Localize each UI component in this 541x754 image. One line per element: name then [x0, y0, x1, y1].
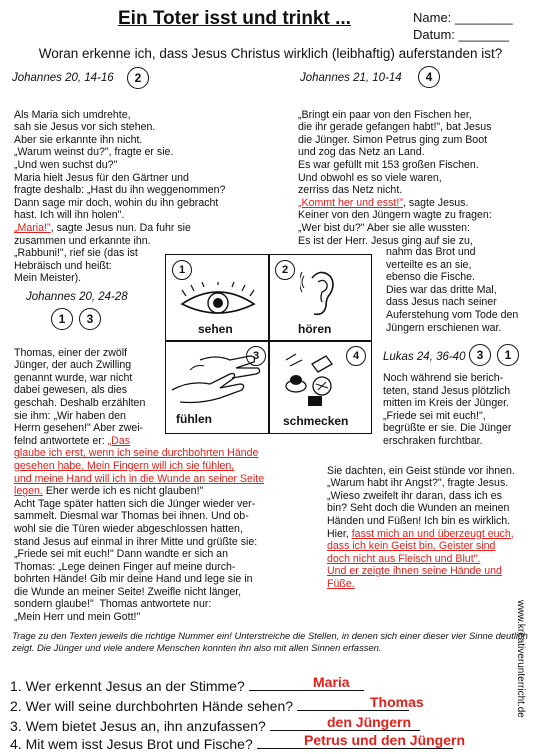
- text-line: begrüßte er sie. Die Jünger: [383, 422, 512, 435]
- question-text: 1. Wer erkennt Jesus an der Stimme?: [10, 678, 245, 694]
- text-line: „Bringt ein paar von den Fischen her,: [298, 108, 472, 121]
- red-underlined: legen.: [14, 485, 43, 498]
- text-line: „Warum weinst du?", fragte er sie.: [14, 146, 174, 159]
- sense-label-sehen: sehen: [198, 322, 233, 336]
- text-line: verteilte es an sie,: [386, 258, 472, 271]
- text-line: zerriss das Netz nicht.: [298, 184, 403, 197]
- text-line: [14, 485, 264, 498]
- text-line: Als Maria sich umdrehte,: [14, 108, 131, 121]
- page-title: Ein Toter isst und trinkt ...: [118, 8, 351, 29]
- text-joh20-24: [14, 334, 264, 636]
- red-underlined: „Maria!": [14, 221, 51, 234]
- text-lines: [14, 347, 264, 435]
- text-line: Und obwohl es so viele waren,: [298, 171, 442, 184]
- reference-joh20-24: Johannes 20, 24-28: [26, 291, 128, 303]
- text-line: [327, 528, 515, 541]
- instructions: Trage zu den Texten jeweils die richtige Nummer ein! Unterstreiche die Stellen, in denen sich einer dieser vier Sinne deutlich zeigt. Die Jünger und viele andere Menschen konnten ihn also mit allen Sinnen erfassen.: [12, 630, 528, 653]
- red-underlined: gesehen habe. Mein Fingern will ich sie fühlen,: [14, 459, 235, 472]
- text-line: die Jünger. Simon Petrus ging zum Boot: [298, 133, 488, 146]
- text-line: dabei gewesen, als dies: [14, 384, 128, 397]
- answer-2: Thomas: [370, 694, 424, 710]
- question-text: 3. Wem bietet Jesus an, ihn anzufassen?: [10, 718, 266, 734]
- red-underlined: fasst mich an und überzeugt euch,: [351, 527, 514, 540]
- sense-number: 2: [275, 260, 295, 280]
- text-line: nahm das Brot und: [386, 246, 476, 258]
- food-icon: [282, 350, 344, 410]
- text-line: Thomas, einer der zwölf: [14, 346, 128, 359]
- number-circle[interactable]: 2: [127, 67, 149, 89]
- text-joh21: [298, 96, 492, 260]
- text-line: Keiner von den Jüngern wagte zu fragen:: [298, 209, 492, 222]
- text-line: Auferstehung vom Tode den: [386, 308, 519, 321]
- sense-number: 4: [346, 346, 366, 366]
- red-underlined: „Kommt her und esst!": [298, 196, 404, 209]
- red-underlined: und meine Hand will ich in die Wunde an seiner Seite: [14, 472, 265, 485]
- text-line: Acht Tage später hatten sich die Jünger wieder ver-: [14, 497, 256, 510]
- text-span: felnd antwortete er:: [14, 434, 108, 447]
- text-line: genannt wurde, war nicht: [14, 371, 133, 384]
- text-line: sondern glaube!" Thomas antwortete nur:: [14, 598, 212, 611]
- text-line: sah sie Jesus vor sich stehen.: [14, 121, 156, 134]
- text-line: Es war gefüllt mit 153 großen Fischen.: [298, 158, 479, 171]
- text-line: wohl sie die Türen wieder abgeschlossen hatten,: [14, 522, 243, 535]
- website-credit: www.kreativerunterricht.de: [515, 600, 526, 718]
- name-field[interactable]: Name: ________: [413, 10, 513, 25]
- text-line: bohrten Hände! Gib mir deine Hand und lege sie in: [14, 573, 253, 586]
- text-line: geschah. Deshalb erzählten: [14, 396, 146, 409]
- text-line: „Und wen suchst du?": [14, 158, 118, 171]
- text-line: hast. Ich will ihn holen".: [14, 209, 125, 222]
- ear-icon: [300, 268, 340, 320]
- text-span: Eher werde ich es nicht glauben!": [42, 485, 204, 498]
- text-span: , sagte Jesus nun. Da fuhr sie: [50, 221, 191, 234]
- text-line: „Mein Herr und mein Gott!": [14, 611, 141, 624]
- text-line: Dies war das dritte Mal,: [386, 283, 497, 296]
- text-line: erschraken furchtbar.: [383, 434, 483, 447]
- question-1: [10, 676, 364, 694]
- text-line: Thomas: „Lege deinen Finger auf meine durch-: [14, 560, 236, 573]
- number-circle[interactable]: 3: [469, 344, 491, 366]
- text-line: teten, stand Jesus plötzlich: [383, 384, 511, 397]
- question-2: [10, 696, 409, 714]
- red-underlined: „Das: [107, 434, 131, 447]
- text-lines: [327, 465, 515, 528]
- text-line: „Warum habt ihr Angst?", fragte Jesus.: [327, 477, 509, 490]
- text-lines: [298, 209, 492, 247]
- text-line: Händen und Füßen! Ich bin es wirklich.: [327, 514, 511, 527]
- sense-number: 1: [172, 260, 192, 280]
- number-circle[interactable]: 1: [51, 308, 73, 330]
- text-span: Hier,: [327, 527, 352, 540]
- reference-joh21: Johannes 21, 10-14: [300, 72, 402, 84]
- sense-label-hoeren: hören: [298, 322, 332, 336]
- number-circle[interactable]: 1: [497, 344, 519, 366]
- text-span: , sagte Jesus.: [403, 196, 469, 209]
- text-line: [14, 222, 225, 235]
- text-line: Sie dachten, ein Geist stünde vor ihnen.: [327, 464, 515, 477]
- red-underlined: doch nicht aus Fleisch und Blut".: [327, 552, 481, 565]
- reference-luk24: Lukas 24, 36-40: [383, 351, 466, 363]
- sense-label-fuehlen: fühlen: [176, 412, 212, 426]
- text-line: Noch während sie berich-: [383, 372, 504, 384]
- text-line: und zog das Netz an Land.: [298, 146, 425, 159]
- text-line: Dann sage mir doch, wohin du ihn gebracht: [14, 196, 219, 209]
- text-joh21-cont: [386, 246, 518, 334]
- answer-4: Petrus und den Jüngern: [304, 732, 466, 748]
- text-line: sie ihm: „Wir haben den: [14, 409, 126, 422]
- text-line: stand Jesus auf einmal in ihrer Mitte und grüßte sie:: [14, 535, 258, 548]
- text-line: Herrn gesehen!" Aber zwei-: [14, 422, 144, 435]
- text-line: [14, 435, 264, 448]
- text-lines: [386, 246, 518, 334]
- text-line: dass Jesus nach seiner: [386, 296, 497, 309]
- number-circle[interactable]: 3: [79, 308, 101, 330]
- text-line: „Rabbuni!", rief sie (das ist: [14, 247, 138, 260]
- text-lines: [298, 109, 492, 197]
- answer-1: Maria: [313, 674, 350, 690]
- text-line: die ihr gerade gefangen habt!", bat Jesus: [298, 121, 492, 134]
- text-line: Es ist der Herr. Jesus ging auf sie zu,: [298, 234, 473, 247]
- main-question: Woran erkenne ich, dass Jesus Christus wirklich (leibhaftig) auferstanden ist?: [38, 46, 503, 61]
- text-lines: [383, 372, 511, 448]
- text-luk24-cont: [327, 452, 515, 603]
- reference-joh20-14: Johannes 20, 14-16: [12, 72, 114, 84]
- text-line: sammelt. Diesmal war Thomas bei ihnen. Und ob-: [14, 510, 249, 523]
- sense-label-schmecken: schmecken: [283, 414, 349, 428]
- text-line: fragte deshalb: „Hast du ihn weggenommen?: [14, 184, 226, 197]
- question-text: 2. Wer will seine durchbohrten Hände sehen?: [10, 698, 294, 714]
- number-circle[interactable]: 4: [418, 66, 440, 88]
- red-underlined: dass ich kein Geist bin. Geister sind: [327, 540, 496, 553]
- text-line: [298, 197, 492, 210]
- red-underlined: glaube ich erst, wenn ich seine durchbohrten Hände: [14, 447, 259, 460]
- text-line: bin? Seht doch die Wunden an meinen: [327, 502, 510, 515]
- text-line: Mein Meister).: [14, 272, 82, 285]
- text-line: „Wieso zweifelt ihr daran, dass ich es: [327, 489, 502, 502]
- text-line: ebenso die Fische.: [386, 271, 475, 284]
- text-line: mitten im Kreis der Jünger.: [383, 397, 509, 410]
- red-underlined: Und er zeigte ihnen seine Hände und: [327, 565, 502, 578]
- text-line: Maria hielt Jesus für den Gärtner und: [14, 171, 189, 184]
- question-text: 4. Mit wem isst Jesus Brot und Fische?: [10, 736, 253, 752]
- text-line: Jüngern erschienen war.: [386, 321, 502, 334]
- text-lines: [14, 498, 264, 624]
- text-lines: [14, 109, 225, 222]
- red-underlined: Füße.: [327, 577, 355, 590]
- answer-3: den Jüngern: [327, 714, 412, 730]
- date-field[interactable]: Datum: _______: [413, 27, 510, 42]
- grid-divider: [268, 254, 270, 434]
- text-line: Aber sie erkannte ihn nicht.: [14, 133, 143, 146]
- text-line: „Friede sei mit euch!",: [383, 409, 486, 422]
- text-line: die Wunde an meiner Seite! Zweifle nicht länger,: [14, 585, 242, 598]
- text-line: „Wer bist du?" Aber sie alle wussten:: [298, 221, 470, 234]
- text-line: „Friede sei mit euch!" Dann wandte er sich an: [14, 548, 228, 561]
- text-line: zusammen und erkannte ihn.: [14, 234, 151, 247]
- text-line: Hebräisch und heißt:: [14, 259, 112, 272]
- sense-number: 3: [246, 346, 266, 366]
- text-line: Jünger, der auch Zwilling: [14, 359, 132, 372]
- eye-icon: [178, 282, 258, 322]
- text-luk24: [383, 372, 511, 448]
